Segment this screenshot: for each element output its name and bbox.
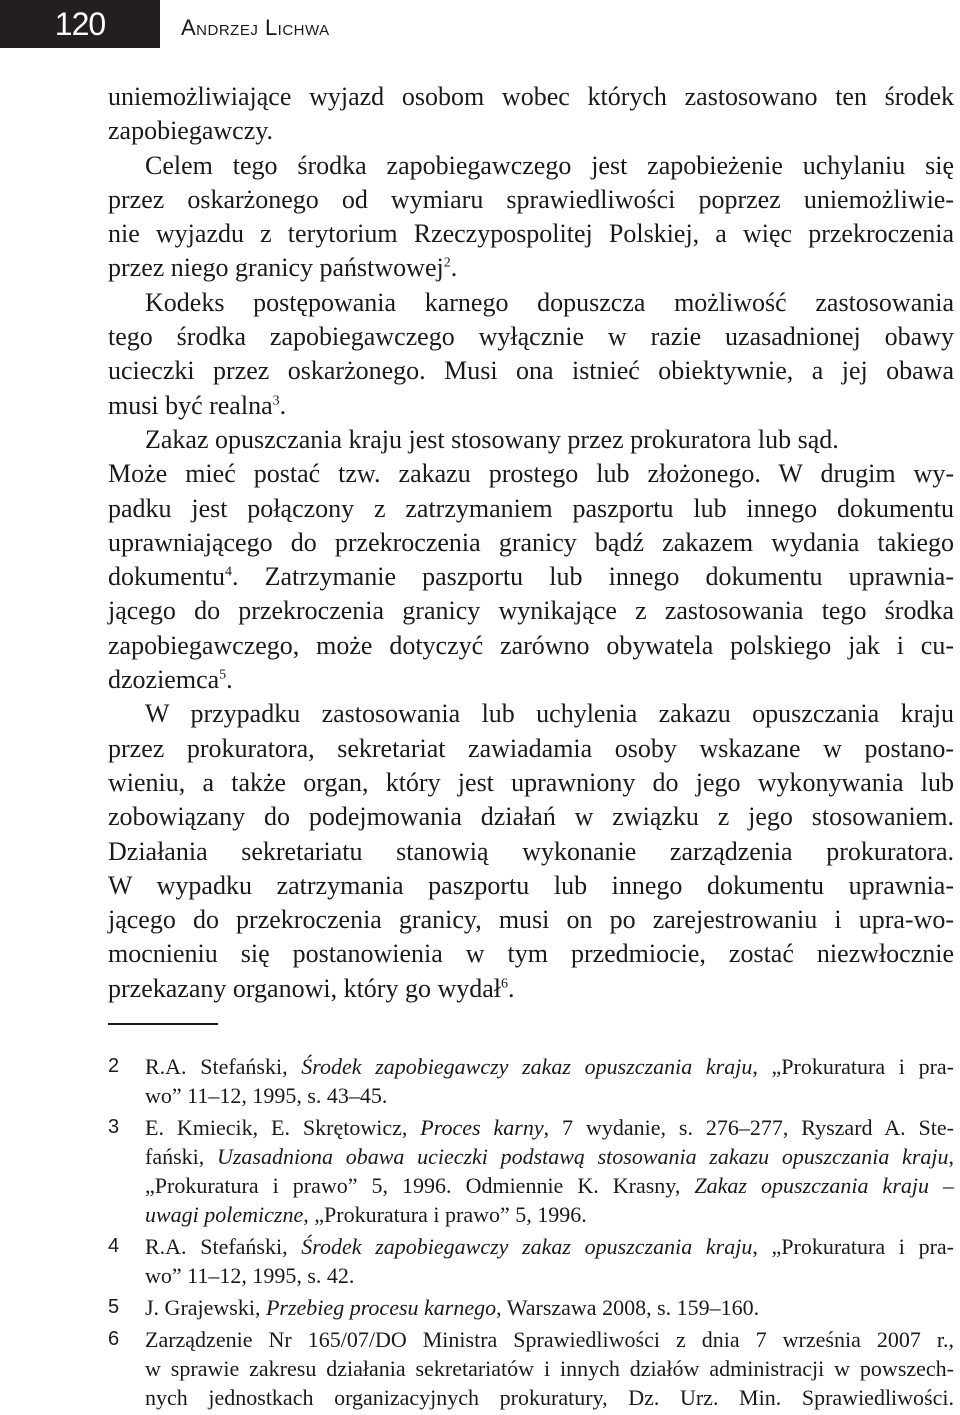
footnote-line: [145, 1171, 954, 1200]
text-line: zapobiegawczego, może dotyczyć zarówno obywatela polskiego jak i cu-: [108, 630, 954, 660]
footnote-separator: [108, 1023, 218, 1025]
text-line: padku jest połączony z zatrzymaniem paszportu lub innego dokumentu: [108, 493, 954, 523]
text-line: mocnieniu się postanowienia w tym przedmiocie, zostać niezwłocznie: [108, 939, 954, 969]
footnote-2: [108, 1052, 954, 1110]
citation-title: Środek zapobiegawczy zakaz opuszczania kraju: [301, 1054, 753, 1079]
text-line: wieniu, a także organ, który jest uprawniony do jego wykonywania lub: [108, 767, 954, 797]
footnote-4: [108, 1232, 954, 1290]
text-span: . Zatrzymanie paszportu lub innego dokumentu uprawnia-: [232, 562, 954, 592]
text-line: dzoziemca$^5$.: [108, 665, 233, 695]
text-line: nie wyjazdu z terytorium Rzeczypospolitej Polskiej, a więc przekroczenia: [108, 219, 954, 249]
footnote-ref: 2: [443, 255, 451, 271]
text-line: zapobiegawczy.: [108, 116, 274, 146]
footnote-line: nych jednostkach organizacyjnych prokuratury, Dz. Urz. Min. Sprawiedliwości.: [145, 1385, 954, 1410]
text-span: R.A. Stefański,: [145, 1054, 302, 1079]
footnote-line: wo” 11–12, 1995, s. 42.: [145, 1263, 355, 1288]
text-line: uniemożliwiające wyjazd osobom wobec których zastosowano ten środek: [108, 82, 954, 111]
text-span: , 7 wydanie, s. 276–277, Ryszard A. Ste-: [543, 1115, 954, 1140]
text-line: Może mieć postać tzw. zakazu prostego lub złożonego. W drugim wy-: [108, 459, 954, 489]
footnote-number: 4: [108, 1235, 120, 1257]
text-span: , „Prokuratura i pra-: [752, 1234, 954, 1259]
footnote-line: wo” 11–12, 1995, s. 43–45.: [145, 1083, 388, 1108]
text-line: przez niego granicy państwowej$^2$.: [108, 253, 458, 283]
footnote-number: 5: [108, 1296, 120, 1318]
footnote-line: [145, 1052, 954, 1081]
text-line: [108, 903, 954, 937]
page-number: 120: [0, 0, 160, 48]
text-line: tego środka zapobiegawczego wyłącznie w razie uzasadnionej obawy: [108, 322, 954, 352]
footnote-line: [145, 1200, 954, 1229]
text-span: , „Prokuratura i prawo” 5, 1996.: [303, 1202, 587, 1227]
text-span: jącego do przekroczenia granicy, musi on po zarejestrowaniu i upra-: [108, 905, 914, 935]
footnote-ref: 3: [272, 393, 280, 409]
footnote-number: 6: [108, 1328, 120, 1350]
text-span: „Prokuratura i prawo” 5, 1996. Odmiennie K. Krasny,: [145, 1173, 695, 1198]
text-line: przez prokuratora, sekretariat zawiadamia osoby wskazane w postano-: [108, 733, 954, 763]
text-span: przez niego granicy państwowej: [108, 253, 444, 283]
footnote-3: [108, 1113, 954, 1229]
footnote-line: [145, 1113, 954, 1142]
footnotes: [108, 1052, 954, 1415]
footnote-number: 2: [108, 1055, 120, 1077]
text-span: dzoziemca: [108, 665, 220, 695]
footnote-line: Zarządzenie Nr 165/07/DO Ministra Sprawiedliwości z dnia 7 września 2007 r.,: [145, 1327, 954, 1352]
citation-title: Środek zapobiegawczy zakaz opuszczania kraju: [301, 1234, 753, 1259]
text-line: przez oskarżonego od wymiaru sprawiedliwości poprzez uniemożliwie-: [108, 184, 954, 214]
footnote-line: [145, 1142, 954, 1171]
footnote-line: [145, 1232, 954, 1261]
citation-title: Zakaz opuszczania kraju –: [694, 1173, 955, 1198]
footnote-ref: 6: [501, 976, 509, 992]
text-line: Kodeks postępowania karnego dopuszcza możliwość zastosowania: [145, 287, 954, 317]
running-head-author: Andrzej Lichwa: [181, 15, 330, 40]
text-span: fański,: [145, 1144, 217, 1169]
text-line: musi być realna$^3$.: [108, 390, 287, 420]
text-span: E. Kmiecik, E. Skrętowicz,: [145, 1115, 421, 1140]
text-line: uprawniającego do przekroczenia granicy bądź zakazem wydania takiego: [108, 527, 954, 557]
text-span: J. Grajewski,: [145, 1295, 266, 1320]
page-header: [0, 0, 960, 48]
text-line: Celem tego środka zapobiegawczego jest zapobieżenie uchylaniu się: [145, 150, 954, 180]
text-span: przekazany organowi, który go wydał: [108, 973, 502, 1003]
citation-title: Proces karny: [420, 1115, 544, 1140]
text-span: ,: [948, 1144, 954, 1169]
text-span: R.A. Stefański,: [145, 1234, 302, 1259]
text-line: przekazany organowi, który go wydał$^6$.: [108, 973, 515, 1003]
main-text: [108, 80, 954, 1006]
text-line: W przypadku zastosowania lub uchylenia zakazu opuszczania kraju: [145, 699, 954, 729]
text-line: Działania sekretariatu stanowią wykonanie zarządzenia prokuratora.: [108, 836, 954, 866]
footnote-ref: 4: [225, 564, 232, 580]
text-line: zobowiązany do podejmowania działań w związku z jego stosowaniem.: [108, 802, 954, 832]
citation-title: Uzasadniona obawa ucieczki podstawą stosowania zakazu opuszczania kraju: [216, 1144, 949, 1169]
text-span: , Warszawa 2008, s. 159–160.: [496, 1295, 760, 1320]
text-span: musi być realna: [108, 390, 273, 420]
citation-title: Przebieg procesu karnego: [265, 1295, 497, 1320]
text-span: wo-: [913, 905, 954, 935]
footnote-line: w sprawie zakresu działania sekretariatów i innych działów administracji w powszech-: [145, 1356, 954, 1381]
text-line: ucieczki przez oskarżonego. Musi ona istnieć obiektywnie, a jej obawa: [108, 356, 954, 386]
text-line: Zakaz opuszczania kraju jest stosowany przez prokuratora lub sąd.: [145, 424, 839, 454]
text-span: , „Prokuratura i pra-: [752, 1054, 954, 1079]
text-line: W wypadku zatrzymania paszportu lub innego dokumentu uprawnia-: [108, 870, 954, 900]
footnote-number: 3: [108, 1116, 120, 1138]
footnote-ref: 5: [219, 667, 227, 683]
citation-title: uwagi polemiczne: [145, 1202, 304, 1227]
footnote-6: [108, 1325, 954, 1412]
text-span: dokumentu: [108, 562, 225, 592]
footnote-5: [108, 1293, 954, 1322]
text-line: jącego do przekroczenia granicy wynikające z zastosowania tego środka: [108, 596, 954, 626]
text-line: [108, 560, 954, 594]
footnote-line: [145, 1293, 954, 1322]
